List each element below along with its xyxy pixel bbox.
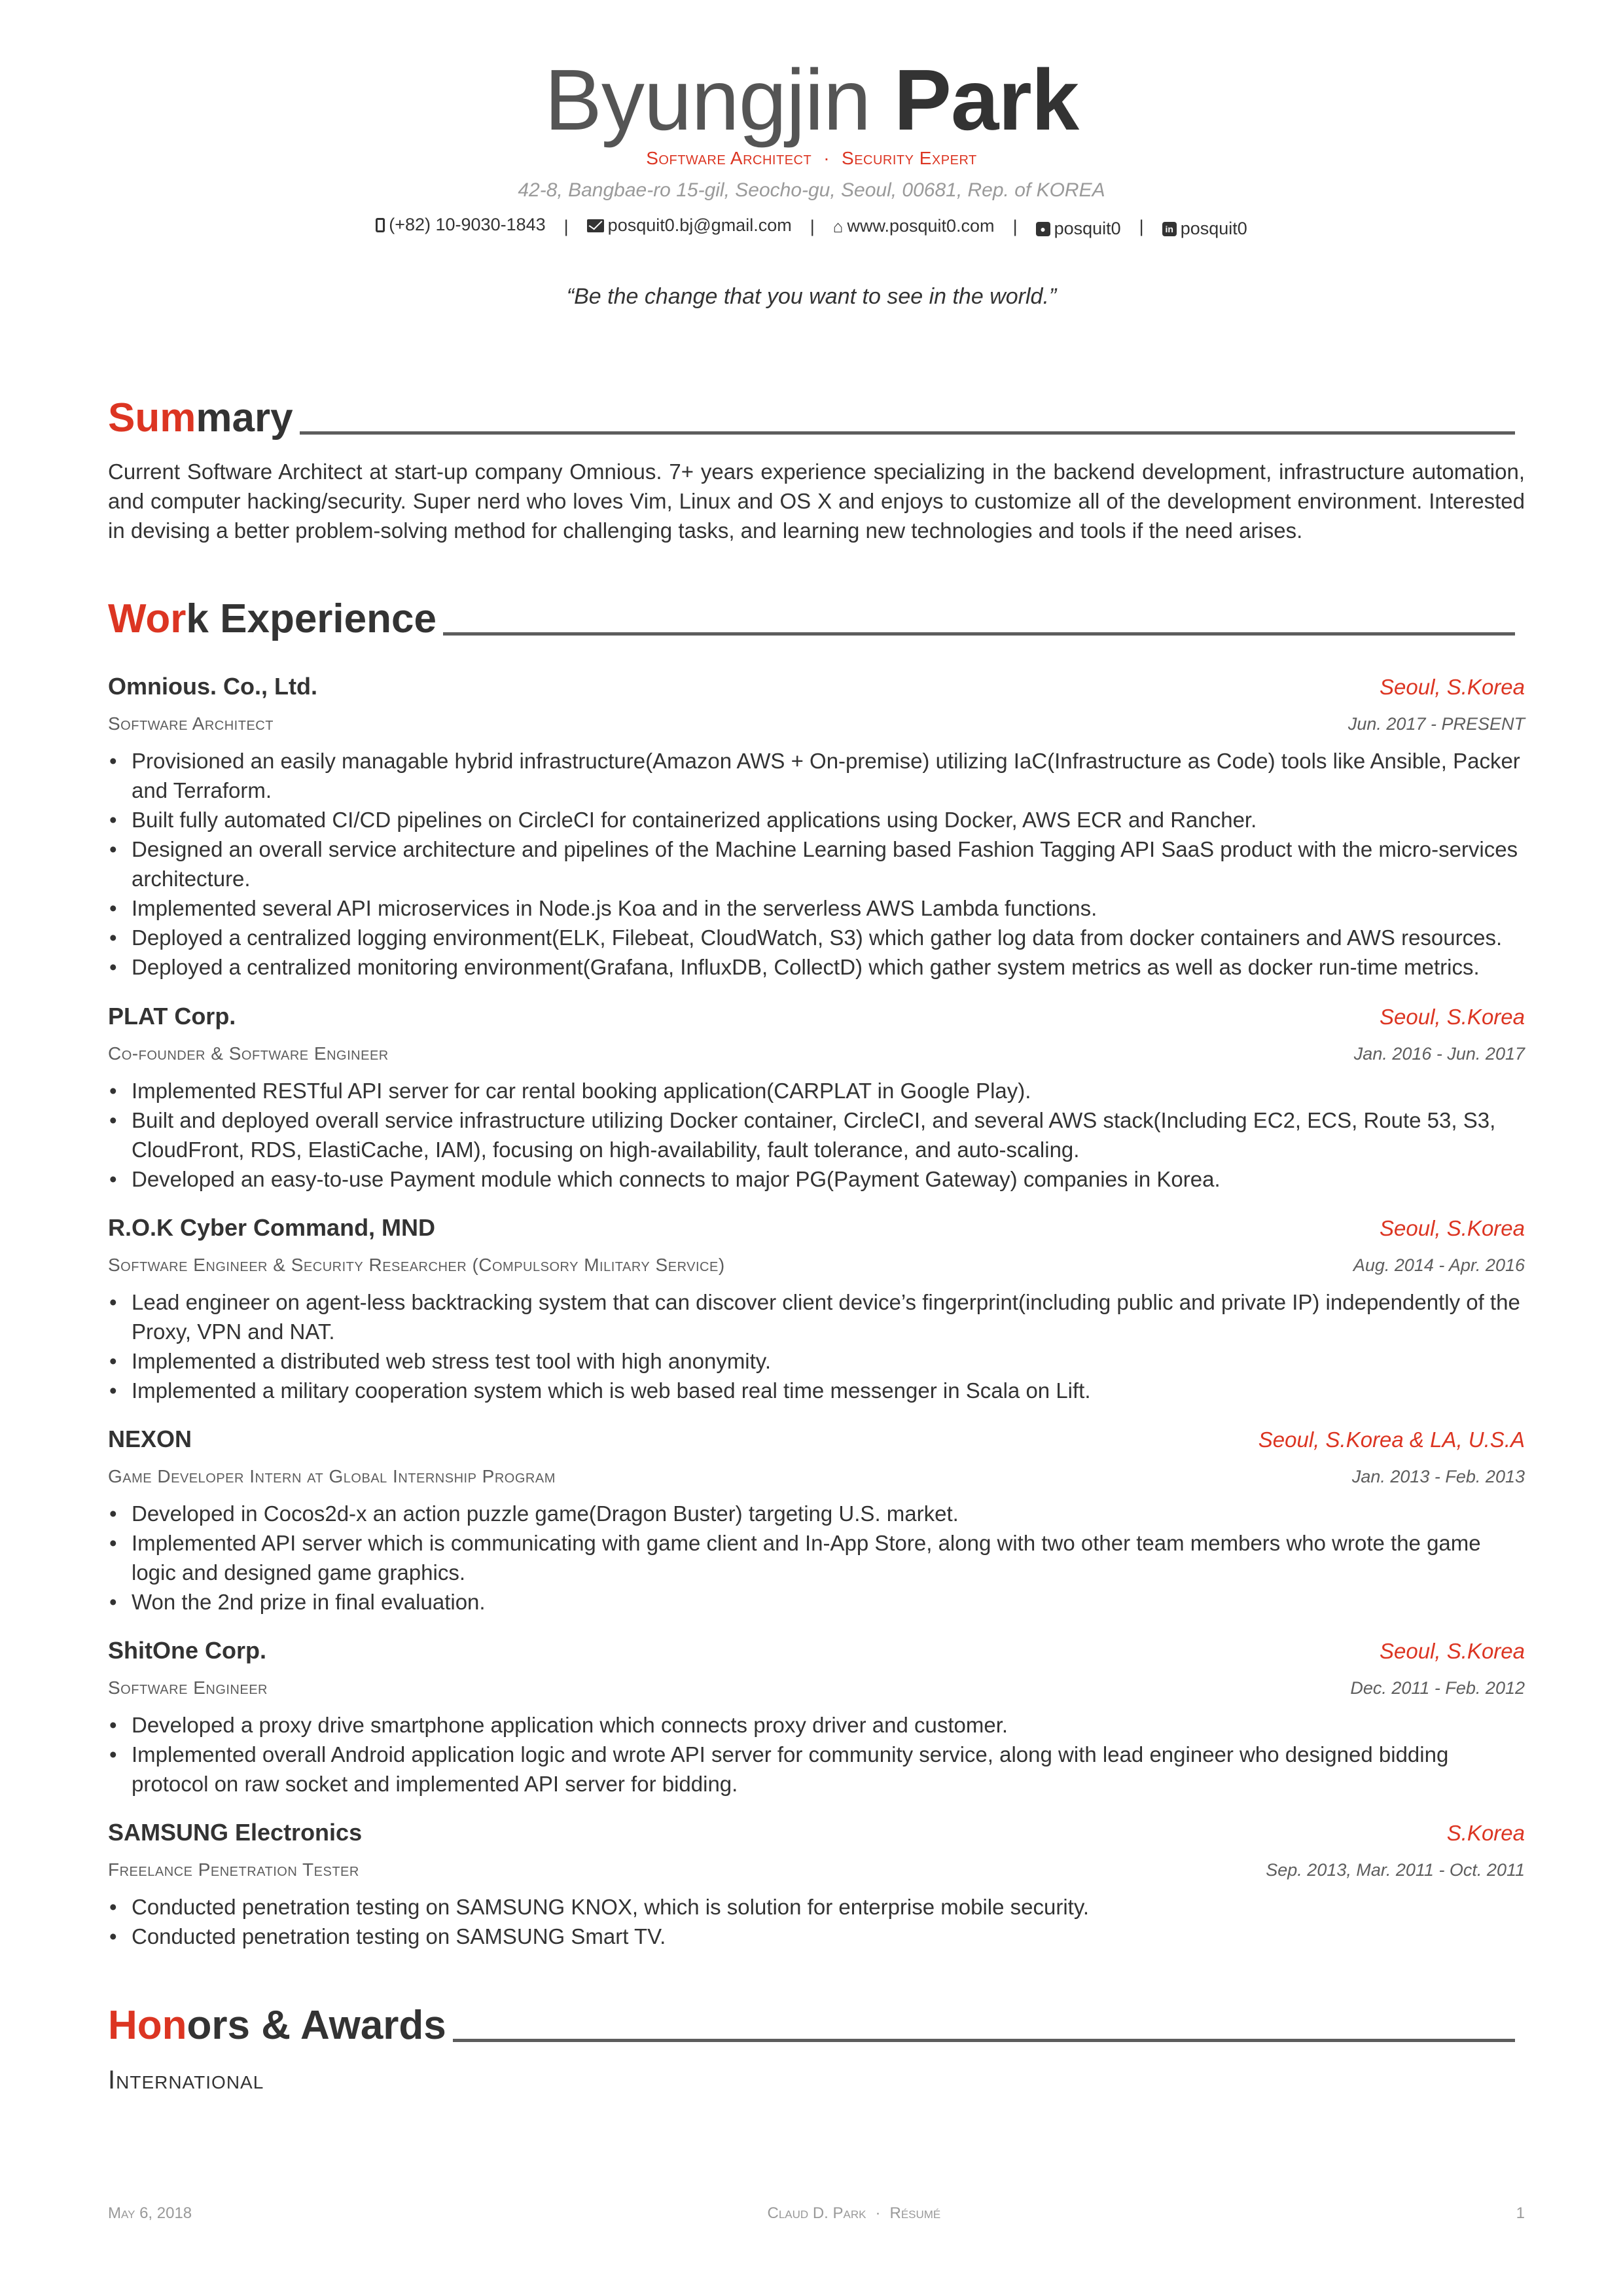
github-text: posquit0 — [1054, 219, 1121, 238]
organization: R.O.K Cyber Command, MND — [108, 1214, 436, 1241]
work-entry-subheader — [108, 713, 1525, 734]
work-entry-header — [108, 1637, 1525, 1664]
date: Aug. 2014 - Apr. 2016 — [1353, 1255, 1525, 1275]
contact-email[interactable] — [587, 215, 792, 236]
heading-rest: k Experience — [186, 596, 437, 641]
work-entry-bullets — [108, 746, 1525, 982]
footer-doc-title: Résumé — [889, 2204, 941, 2222]
separator: | — [563, 216, 569, 236]
page-footer — [108, 2204, 1525, 2223]
list-item: • Implemented API server which is communicating with game client and In-App Store, along with two other team members who wrote the game logic and designed game graphics. — [108, 1528, 1525, 1587]
work-entry-bullets — [108, 1287, 1525, 1405]
email-text: posquit0.bj@gmail.com — [607, 215, 792, 235]
list-item: • Implemented a military cooperation system which is web based real time messenger in Scala on Lift. — [108, 1376, 1525, 1405]
separator: | — [1139, 216, 1144, 236]
organization: SAMSUNG Electronics — [108, 1819, 363, 1846]
organization: ShitOne Corp. — [108, 1637, 266, 1664]
location: Seoul, S.Korea — [1380, 675, 1525, 699]
contact-phone[interactable] — [376, 215, 545, 235]
footer-author: Claud D. Park — [767, 2204, 866, 2222]
work-entry-bullets — [108, 1499, 1525, 1617]
list-item: • Implemented overall Android application logic and wrote API server for community service, along with lead engineer who designed bidding protocol on raw socket and implemented API server for bidding. — [108, 1740, 1525, 1799]
linkedin-icon: in — [1162, 222, 1177, 236]
summary-text: Current Software Architect at start-up company Omnious. 7+ years experience specializing in the backend development, infrastructure automation, and computer hacking/security. Super nerd who loves Vim, Linux and OS X and enjoys to customize all of the development environment. Interested in devising a better problem-solving method for challenging tasks, and learning new technologies and tools if the need arises. — [108, 459, 1525, 543]
list-item: • Deployed a centralized logging environment(ELK, Filebeat, CloudWatch, S3) which gather log data from docker containers and AWS resources. — [108, 923, 1525, 952]
date: Jun. 2017 - PRESENT — [1347, 714, 1525, 734]
position-2: Security Expert — [842, 148, 977, 168]
location: Seoul, S.Korea & LA, U.S.A — [1258, 1427, 1525, 1452]
work-entry-subheader — [108, 1677, 1525, 1698]
list-item: • Conducted penetration testing on SAMSUNG KNOX, which is solution for enterprise mobile security. — [108, 1892, 1525, 1922]
role: Game Developer Intern at Global Internship Program — [108, 1466, 556, 1486]
homepage-text: www.posquit0.com — [847, 216, 995, 236]
separator: | — [810, 216, 815, 236]
work-entry-header — [108, 1819, 1525, 1846]
section-honors-title — [108, 2005, 1515, 2046]
first-name: Byungjin — [544, 52, 871, 148]
contact-linkedin[interactable] — [1162, 219, 1247, 239]
honors-subsection-international: International — [108, 2066, 264, 2094]
contact-homepage[interactable] — [833, 216, 995, 236]
section-heading — [108, 596, 437, 641]
mobile-phone-icon — [376, 218, 385, 232]
list-item: • Implemented RESTful API server for car rental booking application(CARPLAT in Google Play). — [108, 1076, 1525, 1105]
quote: “Be the change that you want to see in the world.” — [566, 284, 1057, 309]
date: Sep. 2013, Mar. 2011 - Oct. 2011 — [1266, 1860, 1525, 1880]
position-line — [0, 148, 1623, 169]
list-item: • Designed an overall service architecture and pipelines of the Machine Learning based Fashion Tagging API SaaS product with the micro-services architecture. — [108, 834, 1525, 893]
date: Jan. 2016 - Jun. 2017 — [1353, 1044, 1525, 1064]
location: Seoul, S.Korea — [1380, 1005, 1525, 1029]
home-icon: ⌂ — [832, 216, 844, 236]
work-entry-subheader — [108, 1466, 1525, 1487]
github-icon: ● — [1036, 222, 1050, 236]
section-rule — [300, 431, 1515, 435]
position-separator: · — [823, 148, 830, 168]
organization: Omnious. Co., Ltd. — [108, 673, 317, 700]
location: Seoul, S.Korea — [1380, 1216, 1525, 1240]
contact-github[interactable] — [1036, 219, 1121, 239]
work-entry-subheader — [108, 1859, 1525, 1880]
list-item: • Lead engineer on agent-less backtracking system that can discover client device’s fingerprint(including public and private IP) independently of the Proxy, VPN and NAT. — [108, 1287, 1525, 1346]
work-entry-header — [108, 1214, 1525, 1242]
list-item: • Deployed a centralized monitoring environment(Grafana, InfluxDB, CollectD) which gather system metrics as well as docker run-time metrics. — [108, 952, 1525, 982]
work-entry-subheader — [108, 1043, 1525, 1064]
work-entry-bullets — [108, 1076, 1525, 1194]
heading-accent: Sum — [108, 395, 196, 440]
address: 42-8, Bangbae-ro 15-gil, Seocho-gu, Seoul, 00681, Rep. of KOREA — [518, 179, 1105, 201]
date: Dec. 2011 - Feb. 2012 — [1350, 1678, 1525, 1698]
heading-rest: ors & Awards — [187, 2003, 446, 2048]
heading-accent: Wor — [108, 596, 187, 641]
linkedin-text: posquit0 — [1180, 219, 1247, 238]
contact-line — [0, 215, 1623, 239]
list-item: • Built and deployed overall service infrastructure utilizing Docker container, CircleCI, and several AWS stack(Including EC2, ECS, Route 53, S3, CloudFront, RDS, ElastiCache, IAM), focusing on high-availability, fault tolerance, and auto-scaling. — [108, 1105, 1525, 1164]
list-item: • Developed an easy-to-use Payment module which connects to major PG(Payment Gateway) companies in Korea. — [108, 1164, 1525, 1194]
organization: PLAT Corp. — [108, 1003, 236, 1030]
list-item: • Conducted penetration testing on SAMSUNG Smart TV. — [108, 1922, 1525, 1951]
separator: | — [1012, 216, 1018, 236]
role: Software Engineer & Security Researcher (Compulsory Military Service) — [108, 1255, 725, 1275]
work-entry-header — [108, 673, 1525, 700]
work-entry-bullets — [108, 1710, 1525, 1799]
page-number: 1 — [1516, 2204, 1525, 2222]
work-entry-header — [108, 1003, 1525, 1030]
list-item: • Implemented several API microservices in Node.js Koa and in the serverless AWS Lambda functions. — [108, 893, 1525, 923]
list-item: • Developed in Cocos2d-x an action puzzle game(Dragon Buster) targeting U.S. market. — [108, 1499, 1525, 1528]
location: Seoul, S.Korea — [1380, 1639, 1525, 1663]
date: Jan. 2013 - Feb. 2013 — [1351, 1467, 1525, 1486]
list-item: • Built fully automated CI/CD pipelines on CircleCI for containerized applications using Docker, AWS ECR and Rancher. — [108, 805, 1525, 834]
role: Co-founder & Software Engineer — [108, 1043, 389, 1064]
work-entry-bullets — [108, 1892, 1525, 1951]
section-heading — [108, 395, 293, 440]
role: Software Architect — [108, 713, 274, 734]
section-rule — [443, 632, 1515, 636]
section-summary-title — [108, 395, 1515, 440]
list-item: • Won the 2nd prize in final evaluation. — [108, 1587, 1525, 1617]
footer-separator: · — [875, 2204, 881, 2222]
footer-center — [768, 2204, 941, 2223]
organization: NEXON — [108, 1426, 192, 1452]
footer-date: May 6, 2018 — [108, 2204, 192, 2222]
role: Software Engineer — [108, 1677, 268, 1698]
full-name — [0, 51, 1623, 149]
section-rule — [453, 2039, 1515, 2042]
envelope-icon — [587, 219, 604, 232]
work-entry-subheader — [108, 1255, 1525, 1276]
last-name: Park — [893, 52, 1079, 148]
heading-accent: Hon — [108, 2003, 187, 2048]
position-1: Software Architect — [646, 148, 812, 168]
list-item: • Developed a proxy drive smartphone application which connects proxy driver and customer. — [108, 1710, 1525, 1740]
location: S.Korea — [1446, 1821, 1525, 1845]
section-work-title — [108, 596, 1515, 641]
phone-text: (+82) 10-9030-1843 — [389, 215, 546, 234]
role: Freelance Penetration Tester — [108, 1859, 359, 1880]
list-item: • Provisioned an easily managable hybrid infrastructure(Amazon AWS + On-premise) utilizing IaC(Infrastructure as Code) tools like Ansible, Packer and Terraform. — [108, 746, 1525, 805]
work-entry-header — [108, 1426, 1525, 1453]
list-item: • Implemented a distributed web stress test tool with high anonymity. — [108, 1346, 1525, 1376]
section-heading — [108, 2005, 446, 2046]
heading-rest: mary — [196, 395, 293, 440]
